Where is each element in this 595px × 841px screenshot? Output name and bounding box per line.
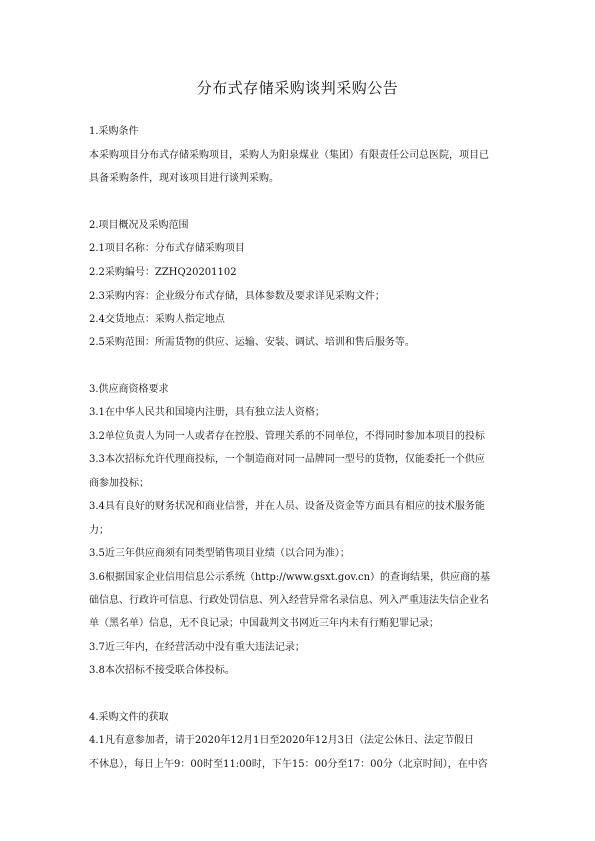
paragraph-line: 3.6根据国家企业信用信息公示系统（http://www.gsxt.gov.cn）的查询结果，供应商的基 [89, 572, 491, 583]
section-heading: 1.采购条件 [89, 126, 139, 137]
paragraph-line: 不休息），每日上午9：00时至11:00时，下午15：00分至17：00分（北京时间），在中咨 [89, 759, 488, 770]
paragraph-line: 单（黑名单）信息，无不良记录；中国裁判文书网近三年内未有行贿犯罪记录； [89, 618, 439, 629]
paragraph-line: 3.7近三年内，在经营活动中没有重大违法记录； [89, 642, 305, 653]
paragraph-line: 具备采购条件，现对该项目进行谈判采购。 [89, 173, 279, 184]
paragraph-line: 3.3本次招标允许代理商投标，一个制造商对同一品牌同一型号的货物，仅能委托一个供应 [89, 454, 485, 465]
section-heading: 2.项目概况及采购范围 [89, 220, 189, 231]
paragraph-line: 2.4交货地点：采购人指定地点 [89, 314, 225, 325]
paragraph-line: 3.8本次招标不接受联合体投标。 [89, 665, 235, 676]
paragraph-line: 3.2单位负责人为同一人或者存在控股、管理关系的不同单位，不得同时参加本项目的投标 [89, 431, 485, 442]
paragraph-line: 商参加投标； [89, 478, 149, 489]
paragraph-line: 2.1项目名称：分布式存储采购项目 [89, 243, 245, 254]
paragraph-line: 力； [89, 525, 109, 536]
paragraph-line: 2.5采购范围：所需货物的供应、运输、安装、调试、培训和售后服务等。 [89, 337, 415, 348]
paragraph-line: 本采购项目分布式存储采购项目，采购人为阳泉煤业（集团）有限责任公司总医院，项目已 [89, 150, 489, 161]
paragraph-line: 3.5近三年供应商须有同类型销售项目业绩（以合同为准）； [89, 548, 350, 559]
paragraph-line: 2.2采购编号：ZZHQ20201102 [89, 267, 237, 278]
section-heading: 3.供应商资格要求 [89, 384, 169, 395]
paragraph-line: 4.1凡有意参加者，请于2020年12月1日至2020年12月3日（法定公休日、法定节假日 [89, 735, 474, 746]
paragraph-line: 3.4具有良好的财务状况和商业信誉，并在人员、设备及资金等方面具有相应的技术服务能 [89, 501, 485, 512]
paragraph-line: 3.1在中华人民共和国境内注册，具有独立法人资格； [89, 407, 325, 418]
section-heading: 4.采购文件的获取 [89, 712, 169, 723]
paragraph-line: 础信息、行政许可信息、行政处罚信息、列入经营异常名录信息、列入严重违法失信企业名 [89, 595, 489, 606]
paragraph-line: 2.3采购内容：企业级分布式存储，具体参数及要求详见采购文件； [89, 291, 385, 302]
document-title: 分布式存储采购谈判采购公告 [196, 79, 399, 97]
